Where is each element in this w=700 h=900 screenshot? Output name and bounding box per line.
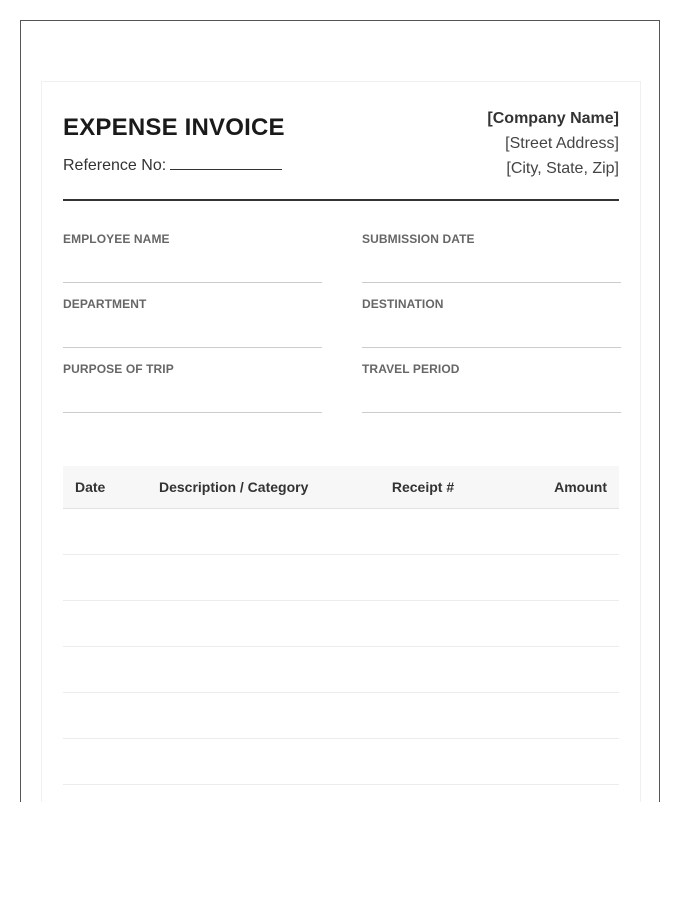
employee-name-label: EMPLOYEE NAME [63,232,170,246]
company-block [487,106,619,181]
cell-description[interactable] [147,646,357,692]
cell-amount[interactable] [489,784,619,802]
cell-date[interactable] [63,554,147,600]
cell-description[interactable] [147,738,357,784]
cell-description[interactable] [147,784,357,802]
company-name: [Company Name] [487,110,619,127]
cell-amount[interactable] [489,600,619,646]
cell-date[interactable] [63,600,147,646]
header-divider [63,199,619,201]
invoice-header [63,106,619,202]
cell-description[interactable] [147,600,357,646]
cell-receipt[interactable] [357,784,489,802]
employee-name-field[interactable] [63,232,322,283]
reference-blank-line[interactable] [170,155,282,170]
table-row [63,508,619,554]
company-street: [Street Address] [505,135,619,152]
column-header-amount: Amount [489,466,619,508]
table-row [63,554,619,600]
cell-amount[interactable] [489,554,619,600]
table-header-row [63,466,619,508]
travel-period-label: TRAVEL PERIOD [362,362,460,376]
cell-description[interactable] [147,508,357,554]
cell-description[interactable] [147,554,357,600]
submission-date-label: SUBMISSION DATE [362,232,475,246]
reference-label: Reference No: [63,157,167,174]
column-header-date: Date [63,466,147,508]
cell-receipt[interactable] [357,600,489,646]
column-header-description: Description / Category [147,466,357,508]
expense-table-header [63,466,619,508]
cell-amount[interactable] [489,692,619,738]
table-row [63,738,619,784]
expense-table-body [63,508,619,802]
submission-date-field[interactable] [362,232,621,283]
cell-amount[interactable] [489,738,619,784]
department-label: DEPARTMENT [63,297,147,311]
invoice-sheet [41,81,641,802]
cell-description[interactable] [147,692,357,738]
table-row [63,600,619,646]
cell-date[interactable] [63,692,147,738]
expense-table [63,466,619,802]
table-row [63,692,619,738]
cell-receipt[interactable] [357,646,489,692]
table-row [63,646,619,692]
invoice-title: EXPENSE INVOICE [63,114,285,141]
cell-receipt[interactable] [357,692,489,738]
cell-date[interactable] [63,646,147,692]
cell-amount[interactable] [489,646,619,692]
company-city-state-zip: [City, State, Zip] [506,160,619,177]
expense-table-wrapper [63,466,619,802]
cell-receipt[interactable] [357,554,489,600]
cell-receipt[interactable] [357,508,489,554]
destination-label: DESTINATION [362,297,444,311]
purpose-of-trip-field[interactable] [63,362,322,413]
document-page [20,20,660,802]
cell-date[interactable] [63,508,147,554]
column-header-receipt: Receipt # [357,466,489,508]
cell-date[interactable] [63,738,147,784]
department-field[interactable] [63,297,322,348]
cell-date[interactable] [63,784,147,802]
destination-field[interactable] [362,297,621,348]
travel-period-field[interactable] [362,362,621,413]
cell-receipt[interactable] [357,738,489,784]
cell-amount[interactable] [489,508,619,554]
purpose-of-trip-label: PURPOSE OF TRIP [63,362,174,376]
reference-number [63,155,282,175]
table-row [63,784,619,802]
